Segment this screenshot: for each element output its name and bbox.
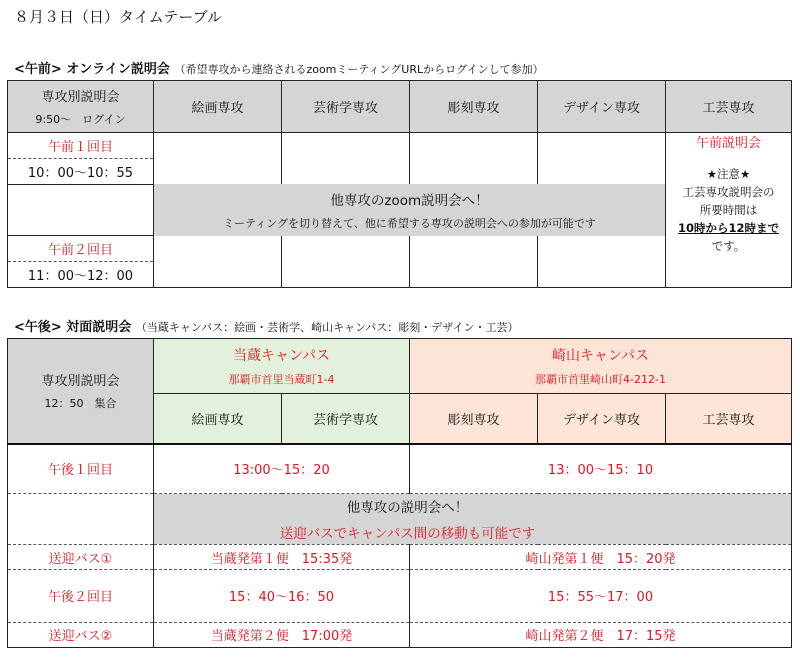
morning-heading-text: <午前> オンライン説明会 [14, 62, 170, 77]
morning-r1-art-science [282, 132, 410, 184]
morning-section-heading [14, 58, 544, 77]
afternoon-other-desc: 送迎バスでキャンパス間の移動も可能です [279, 526, 536, 543]
campus-b-address: 那覇市首里崎山町4-212-1 [535, 372, 666, 386]
campus-a-address: 那覇市首里当蔵町1-4 [228, 372, 335, 386]
afternoon-col-crafts: 工芸専攻 [666, 393, 792, 443]
morning-crafts-note-3: 所要時間は [699, 202, 758, 217]
morning-heading-sub: （希望専攻から連絡されるzoomミーティングURLからログインして参加） [174, 63, 544, 76]
afternoon-heading-sub: （当蔵キャンパス：絵画・芸術学、崎山キャンパス：彫刻・デザイン・工芸） [135, 321, 519, 334]
morning-col-art-science: 芸術学専攻 [282, 81, 410, 133]
morning-r1-sculpture [410, 132, 538, 184]
afternoon-bus2-campus-b: 崎山発第２便 17：15発 [410, 622, 792, 647]
morning-other-title: 他専攻のzoom説明会へ！ [330, 192, 489, 209]
morning-col-design: デザイン専攻 [538, 81, 666, 133]
afternoon-col-art-science: 芸術学専攻 [282, 393, 410, 443]
afternoon-round1-campus-b: 13：00～15：10 [410, 444, 792, 494]
morning-crafts-note-4: 10時から12時まで [677, 220, 779, 235]
morning-header-cell [8, 81, 154, 133]
morning-col-painting: 絵画専攻 [154, 81, 282, 133]
afternoon-round2-label: 午後２回目 [8, 570, 154, 623]
afternoon-col-painting: 絵画専攻 [154, 393, 282, 443]
afternoon-bus2-label: 送迎バス② [8, 622, 154, 647]
afternoon-bus2-campus-a: 当蔵発第２便 17:00発 [154, 622, 410, 647]
afternoon-bus1-campus-a: 当蔵発第１便 15:35発 [154, 544, 410, 569]
campus-a-cell [154, 339, 410, 394]
campus-b-cell [410, 339, 792, 394]
campus-a-name: 当蔵キャンパス [232, 347, 331, 364]
afternoon-other-label-cell [8, 494, 154, 544]
morning-other-desc: ミーティングを切り替えて、他に希望する専攻の説明会への参加が可能です [223, 216, 596, 230]
morning-round2-time: 11：00～12：00 [8, 262, 154, 288]
afternoon-section-heading [14, 316, 519, 335]
morning-col-sculpture: 彫刻専攻 [410, 81, 538, 133]
morning-r2-design [538, 236, 666, 288]
afternoon-timetable [7, 338, 792, 648]
morning-r2-art-science [282, 236, 410, 288]
morning-timetable [7, 80, 792, 288]
morning-crafts-note-1: ★注意★ [706, 166, 751, 181]
afternoon-col-sculpture: 彫刻専攻 [410, 393, 538, 443]
morning-round1-time: 10：00～10：55 [8, 158, 154, 184]
afternoon-round2-campus-a: 15：40～16：50 [154, 570, 410, 623]
afternoon-round1-campus-a: 13:00～15：20 [154, 444, 410, 494]
afternoon-header-label: 専攻別説明会 [41, 374, 120, 390]
afternoon-other-title: 他専攻の説明会へ！ [346, 500, 469, 517]
morning-crafts-title: 午前説明会 [695, 135, 761, 151]
morning-crafts-note-2: 工芸専攻説明会の [682, 184, 775, 199]
afternoon-bus1-label: 送迎バス① [8, 544, 154, 569]
campus-b-name: 崎山キャンパス [552, 347, 650, 364]
afternoon-header-time: 12：50 集合 [44, 397, 117, 411]
afternoon-round1-label: 午後１回目 [8, 444, 154, 494]
morning-header-label: 専攻別説明会 [41, 89, 120, 105]
afternoon-heading-text: <午後> 対面説明会 [14, 320, 132, 335]
morning-r2-sculpture [410, 236, 538, 288]
afternoon-other-banner [154, 494, 792, 544]
afternoon-col-design: デザイン専攻 [538, 393, 666, 443]
morning-crafts-cell [666, 132, 792, 287]
morning-r2-painting [154, 236, 282, 288]
morning-header-time: 9:50～ ログイン [35, 112, 126, 126]
afternoon-round2-campus-b: 15：55～17：00 [410, 570, 792, 623]
morning-r1-painting [154, 132, 282, 184]
morning-other-banner [154, 184, 666, 236]
morning-round2-label: 午前２回目 [8, 236, 154, 262]
morning-r1-design [538, 132, 666, 184]
morning-other-label-cell [8, 184, 154, 236]
afternoon-bus1-campus-b: 崎山発第１便 15：20発 [410, 544, 792, 569]
morning-crafts-note-5: です。 [711, 238, 746, 253]
page-title: ８月３日（日）タイムテーブル [14, 8, 223, 26]
morning-col-crafts: 工芸専攻 [666, 81, 792, 133]
afternoon-header-cell [8, 339, 154, 444]
morning-round1-label: 午前１回目 [8, 132, 154, 158]
